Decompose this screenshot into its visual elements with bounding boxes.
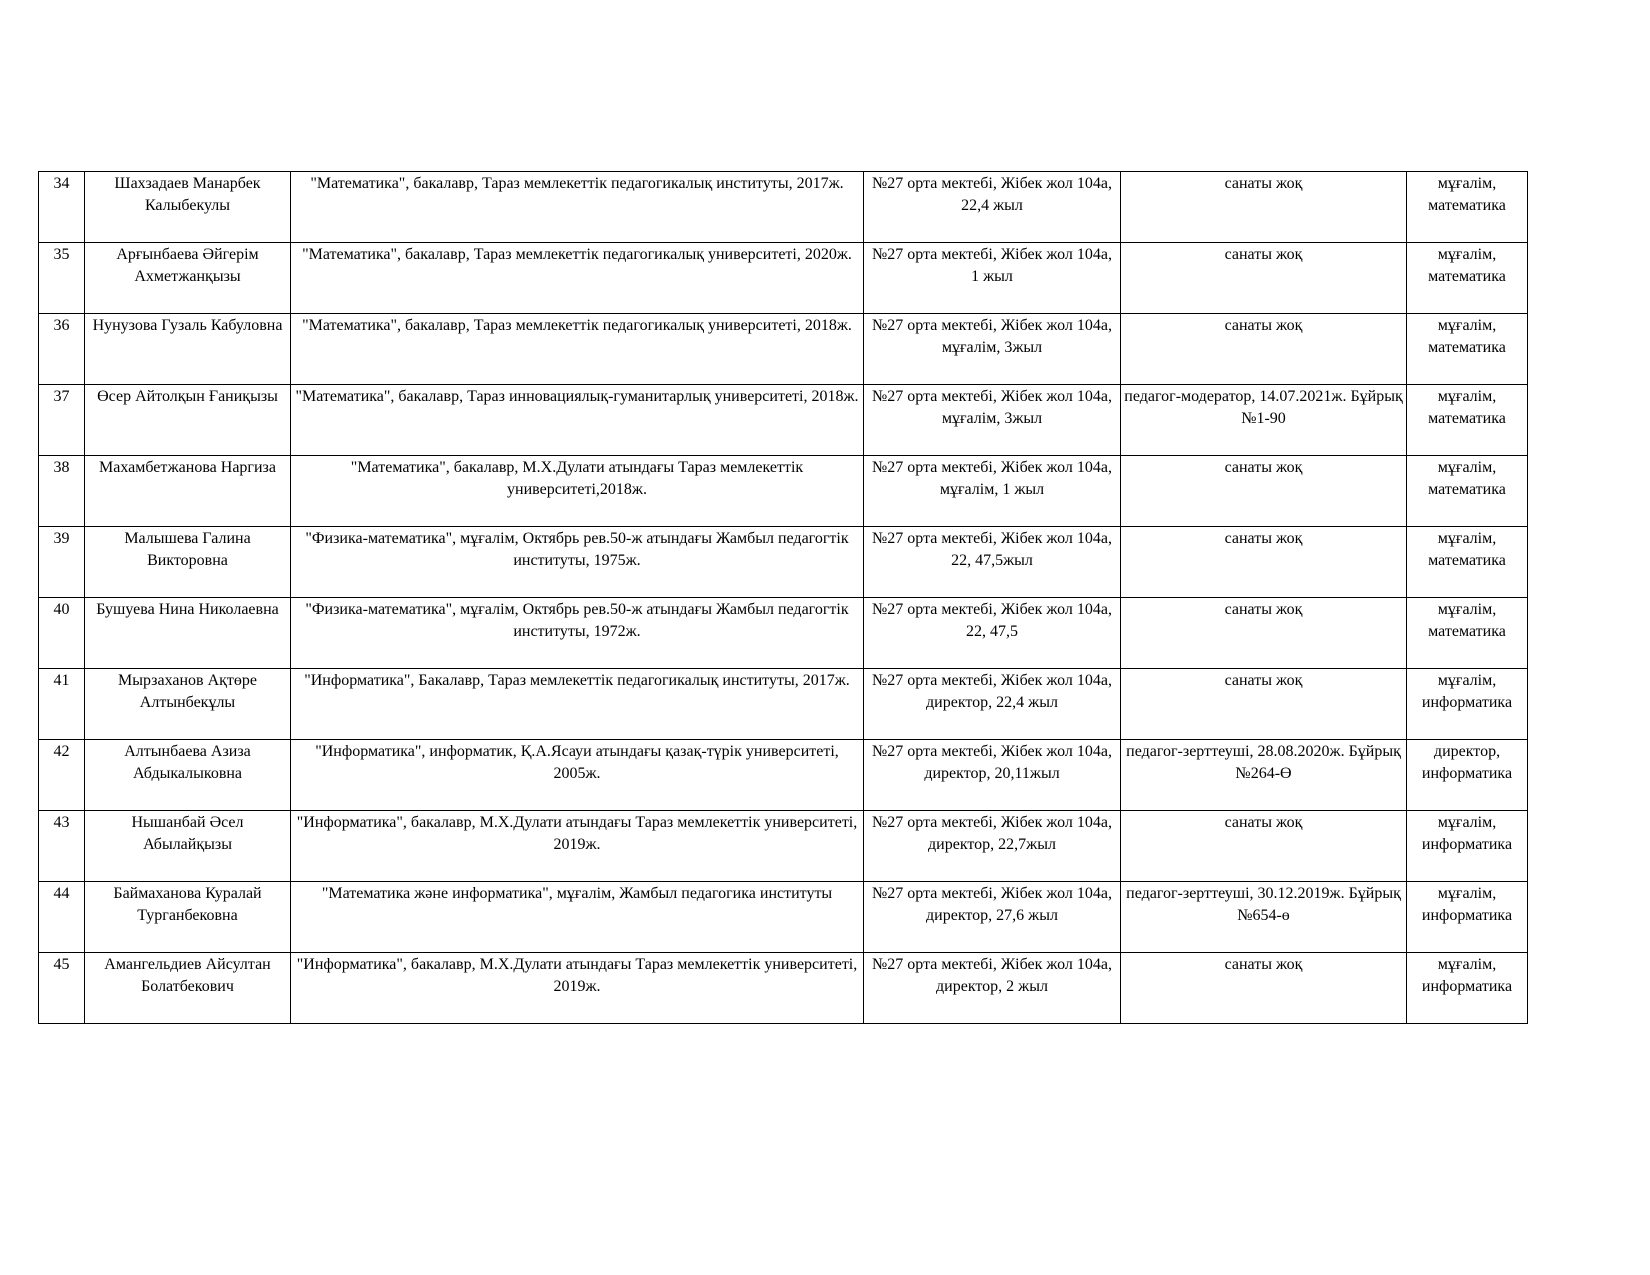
education-cell: "Информатика", Бакалавр, Тараз мемлекеттік педагогикалық институты, 2017ж. xyxy=(291,669,864,740)
position-subject-cell: директор, информатика xyxy=(1407,740,1528,811)
qualification-category-cell: педагог-модератор, 14.07.2021ж. Бұйрық №1-90 xyxy=(1121,385,1407,456)
school-experience-cell: №27 орта мектебі, Жібек жол 104а, директор, 27,6 жыл xyxy=(864,882,1121,953)
qualification-category-cell: педагог-зерттеуші, 30.12.2019ж. Бұйрық №654-ө xyxy=(1121,882,1407,953)
table-row xyxy=(39,172,1528,243)
table-row xyxy=(39,385,1528,456)
row-number-cell: 45 xyxy=(39,953,85,1024)
position-subject-cell: мұғалім, информатика xyxy=(1407,669,1528,740)
school-experience-cell: №27 орта мектебі, Жібек жол 104а, 22, 47,5жыл xyxy=(864,527,1121,598)
teacher-name-cell: Махамбетжанова Наргиза xyxy=(85,456,291,527)
position-subject-cell: мұғалім, математика xyxy=(1407,243,1528,314)
position-subject-cell: мұғалім, математика xyxy=(1407,598,1528,669)
row-number-cell: 44 xyxy=(39,882,85,953)
teacher-name-cell: Арғынбаева Әйгерім Ахметжанқызы xyxy=(85,243,291,314)
education-cell: "Информатика", информатик, Қ.А.Ясауи атындағы қазақ-түрік университеті, 2005ж. xyxy=(291,740,864,811)
table-row xyxy=(39,669,1528,740)
education-cell: "Математика", бакалавр, Тараз мемлекеттік педагогикалық университеті, 2020ж. xyxy=(291,243,864,314)
position-subject-cell: мұғалім, математика xyxy=(1407,172,1528,243)
qualification-category-cell: санаты жоқ xyxy=(1121,527,1407,598)
row-number-cell: 38 xyxy=(39,456,85,527)
teacher-name-cell: Бушуева Нина Николаевна xyxy=(85,598,291,669)
position-subject-cell: мұғалім, информатика xyxy=(1407,882,1528,953)
row-number-cell: 34 xyxy=(39,172,85,243)
row-number-cell: 42 xyxy=(39,740,85,811)
school-experience-cell: №27 орта мектебі, Жібек жол 104а, 22, 47,5 xyxy=(864,598,1121,669)
education-cell: "Информатика", бакалавр, М.Х.Дулати атындағы Тараз мемлекеттік университеті, 2019ж. xyxy=(291,811,864,882)
teacher-name-cell: Баймаханова Куралай Турганбековна xyxy=(85,882,291,953)
row-number-cell: 40 xyxy=(39,598,85,669)
qualification-category-cell: санаты жоқ xyxy=(1121,314,1407,385)
education-cell: "Математика", бакалавр, Тараз мемлекеттік педагогикалық университеті, 2018ж. xyxy=(291,314,864,385)
school-experience-cell: №27 орта мектебі, Жібек жол 104а, 1 жыл xyxy=(864,243,1121,314)
education-cell: "Физика-математика", мұғалім, Октябрь рев.50-ж атындағы Жамбыл педагогтік институты, 1972ж. xyxy=(291,598,864,669)
teacher-name-cell: Өсер Айтолқын Ғаниқызы xyxy=(85,385,291,456)
teacher-name-cell: Амангельдиев Айсултан Болатбекович xyxy=(85,953,291,1024)
school-experience-cell: №27 орта мектебі, Жібек жол 104а, мұғалім, 1 жыл xyxy=(864,456,1121,527)
position-subject-cell: мұғалім, математика xyxy=(1407,385,1528,456)
qualification-category-cell: санаты жоқ xyxy=(1121,172,1407,243)
position-subject-cell: мұғалім, информатика xyxy=(1407,953,1528,1024)
position-subject-cell: мұғалім, математика xyxy=(1407,527,1528,598)
qualification-category-cell: санаты жоқ xyxy=(1121,953,1407,1024)
row-number-cell: 36 xyxy=(39,314,85,385)
qualification-category-cell: санаты жоқ xyxy=(1121,669,1407,740)
table-row xyxy=(39,527,1528,598)
table-row xyxy=(39,314,1528,385)
qualification-category-cell: санаты жоқ xyxy=(1121,456,1407,527)
row-number-cell: 35 xyxy=(39,243,85,314)
teacher-name-cell: Шахзадаев Манарбек Калыбекулы xyxy=(85,172,291,243)
position-subject-cell: мұғалім, математика xyxy=(1407,456,1528,527)
table-row xyxy=(39,598,1528,669)
row-number-cell: 41 xyxy=(39,669,85,740)
staff-table-body xyxy=(39,172,1528,1024)
education-cell: "Математика және информатика", мұғалім, Жамбыл педагогика институты xyxy=(291,882,864,953)
table-row xyxy=(39,243,1528,314)
table-row xyxy=(39,882,1528,953)
school-experience-cell: №27 орта мектебі, Жібек жол 104а, мұғалім, 3жыл xyxy=(864,385,1121,456)
staff-table xyxy=(38,171,1528,1024)
education-cell: "Математика", бакалавр, Тараз инновациялық-гуманитарлық университеті, 2018ж. xyxy=(291,385,864,456)
school-experience-cell: №27 орта мектебі, Жібек жол 104а, директор, 22,7жыл xyxy=(864,811,1121,882)
teacher-name-cell: Малышева Галина Викторовна xyxy=(85,527,291,598)
table-row xyxy=(39,740,1528,811)
row-number-cell: 43 xyxy=(39,811,85,882)
education-cell: "Математика", бакалавр, М.Х.Дулати атындағы Тараз мемлекеттік университеті,2018ж. xyxy=(291,456,864,527)
education-cell: "Математика", бакалавр, Тараз мемлекеттік педагогикалық институты, 2017ж. xyxy=(291,172,864,243)
education-cell: "Информатика", бакалавр, М.Х.Дулати атындағы Тараз мемлекеттік университеті, 2019ж. xyxy=(291,953,864,1024)
qualification-category-cell: педагог-зерттеуші, 28.08.2020ж. Бұйрық №264-Ө xyxy=(1121,740,1407,811)
table-row xyxy=(39,953,1528,1024)
teacher-name-cell: Мырзаханов Ақтөре Алтынбекұлы xyxy=(85,669,291,740)
school-experience-cell: №27 орта мектебі, Жібек жол 104а, мұғалім, 3жыл xyxy=(864,314,1121,385)
school-experience-cell: №27 орта мектебі, Жібек жол 104а, директор, 22,4 жыл xyxy=(864,669,1121,740)
table-row xyxy=(39,811,1528,882)
qualification-category-cell: санаты жоқ xyxy=(1121,598,1407,669)
position-subject-cell: мұғалім, математика xyxy=(1407,314,1528,385)
table-row xyxy=(39,456,1528,527)
school-experience-cell: №27 орта мектебі, Жібек жол 104а, директор, 20,11жыл xyxy=(864,740,1121,811)
school-experience-cell: №27 орта мектебі, Жібек жол 104а, директор, 2 жыл xyxy=(864,953,1121,1024)
school-experience-cell: №27 орта мектебі, Жібек жол 104а, 22,4 жыл xyxy=(864,172,1121,243)
qualification-category-cell: санаты жоқ xyxy=(1121,811,1407,882)
education-cell: "Физика-математика", мұғалім, Октябрь рев.50-ж атындағы Жамбыл педагогтік институты, 1975ж. xyxy=(291,527,864,598)
teacher-name-cell: Нышанбай Әсел Абылайқызы xyxy=(85,811,291,882)
qualification-category-cell: санаты жоқ xyxy=(1121,243,1407,314)
position-subject-cell: мұғалім, информатика xyxy=(1407,811,1528,882)
row-number-cell: 39 xyxy=(39,527,85,598)
teacher-name-cell: Нунузова Гузаль Кабуловна xyxy=(85,314,291,385)
row-number-cell: 37 xyxy=(39,385,85,456)
teacher-name-cell: Алтынбаева Азиза Абдыкалыковна xyxy=(85,740,291,811)
